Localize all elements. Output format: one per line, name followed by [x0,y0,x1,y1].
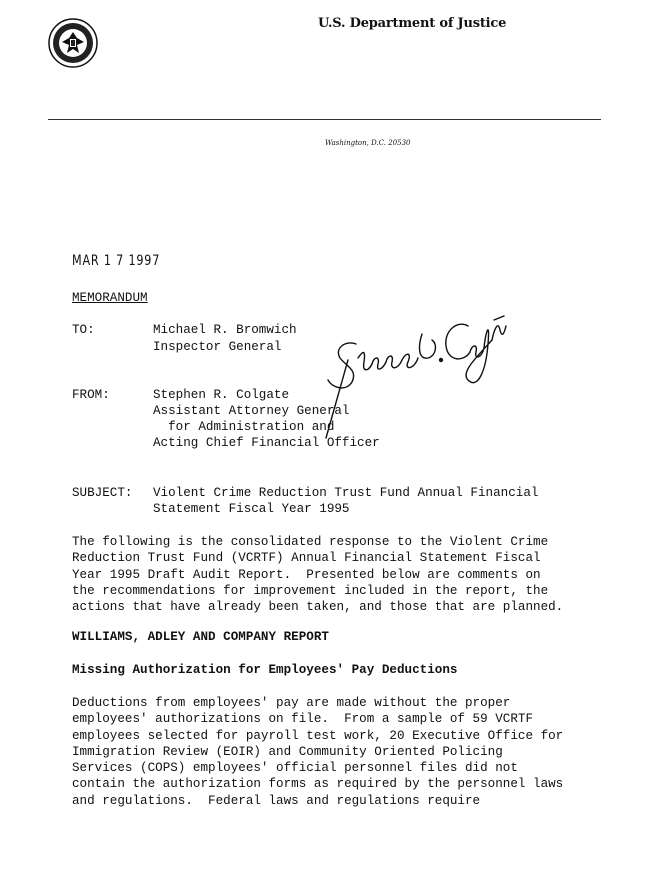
office-location: Washington, D.C. 20530 [325,139,411,147]
to-name: Michael R. Bromwich [153,323,297,337]
section-body: Deductions from employees' pay are made without the proper employees' authorizations on file. From a sample of 59 VCRTF employees selected for payroll test work, 20 Executive Office for Immigration Review (EOIR) and Community Oriented Policing Services (COPS) employees' official personnel files did not contain the authorization forms as required by the personnel laws and regulations. Federal laws and regulations require [72,696,564,808]
memo-label: MEMORANDUM [72,291,148,305]
subject-line-2: Statement Fiscal Year 1995 [153,502,350,516]
to-title: Inspector General [153,340,282,354]
report-heading: WILLIAMS, ADLEY AND COMPANY REPORT [72,630,329,644]
agency-name: U.S. Department of Justice [318,16,507,31]
from-name: Stephen R. Colgate [153,388,290,402]
signature [318,300,508,440]
subject-label: SUBJECT: [72,486,133,500]
from-title-3: Acting Chief Financial Officer [153,436,380,450]
letterhead-divider [48,119,601,120]
memo-date: MAR 1 7 1997 [72,253,161,269]
from-title-1: Assistant Attorney General [153,404,350,418]
section-heading: Missing Authorization for Employees' Pay Deductions [72,663,458,677]
to-label: TO: [72,323,95,337]
intro-paragraph: The following is the consolidated response to the Violent Crime Reduction Trust Fund (VCRTF) Annual Financial Statement Fiscal Year 1995 Draft Audit Report. Presented below are comments on the recommendations for improvement included in the report, the actions that have already been taken, and those that are planned. [72,535,564,615]
subject-line-1: Violent Crime Reduction Trust Fund Annual Financial [153,486,539,500]
from-label: FROM: [72,388,110,402]
doj-seal-icon [48,18,98,68]
from-title-2: for Administration and [153,420,335,434]
